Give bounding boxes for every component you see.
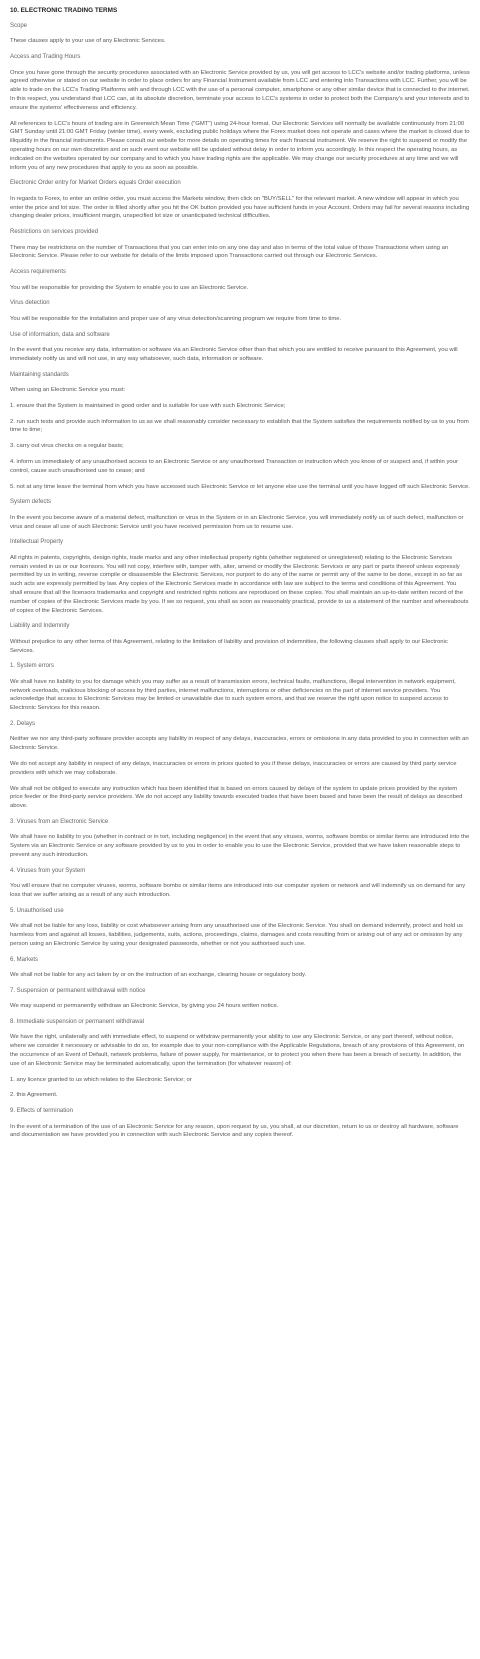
terms-body	[10, 22, 470, 1140]
paragraph: 3. carry out virus checks on a regular basis;	[10, 443, 124, 450]
paragraph: Without prejudice to any other terms of this Agreement, relating to the limitation of liability and provision of indemnities, the following clauses shall apply to our Electronic Services.	[10, 638, 448, 654]
paragraph: All rights in patents, copyrights, design rights, trade marks and any other intellectual property rights (whether registered or unregistered) relating to the Electronic Services remain vested in us or our licensors. You will not copy, interfere with, tamper with, alter, amend or modify the Electronic Services or any part or parts thereof unless expressly permitted by us in writing, reverse compile or disassemble the Electronic Services, nor purport to do any of the same or permit any of the same to be done, except in so far as such acts are expressly permitted by law. Any copies of the Electronic Services made in accordance with law are subject to the terms and conditions of this Agreement. You shall ensure that all the licensors trademarks and copyright and restricted rights notices are reproduced on these copies. You shall maintain an up-to-date written record of the number of copies of the Electronic Services made by you. If we so request, you shall as soon as reasonably practical, provide to us a statement of the number and whereabouts of copies of the Electronic Services.	[10, 554, 469, 614]
section-heading: Virus detection	[10, 300, 50, 307]
paragraph: We shall not be liable for any loss, liability or cost whatsoever arising from any unauthorised use of the Electronic Service. You shall on demand indemnify, protect and hold us harmless from and against all losses, liabilities, judgements, suits, actions, proceedings, claims, damages and costs resulting from or arising out of any act or omission by any person using an Electronic Service by using your designated passwords, whether or not you authorised such use.	[10, 923, 463, 947]
section-title: 10. ELECTRONIC TRADING TERMS	[10, 7, 118, 14]
paragraph: Once you have gone through the security procedures associated with an Electronic Service provided by us, you will get access to LCC's website and/or trading platforms, unless agreed otherwise or stated on our website in order to place orders for any Financial Instrument available from LCC and entering into Transactions with LCC. Further, you will be able to trade on the LCC's Trading Platforms with and through LCC with the use of a personal computer, smartphone or any other similar device that is connected to the internet. In this respect, you understand that LCC can, at its absolute discretion, terminate your access to LCC's systems in order to protect both the Company's and your interests and to ensure the systems' effectiveness and efficiency.	[10, 69, 470, 111]
paragraph: We shall not be obliged to execute any instruction which has been identified that is based on errors caused by delays of the system to update prices provided by the system price feeder or the third-party service providers. We do not accept any liability towards executed trades that have been based and have been the result of delays as described above.	[10, 785, 463, 810]
paragraph: There may be restrictions on the number of Transactions that you can enter into on any one day and also in terms of the total value of those Transactions when using an Electronic Service. Please refer to our website for details of the limits imposed upon Transactions carried out through our Electronic Services.	[10, 244, 449, 260]
paragraph: 4. inform us immediately of any unauthorised access to an Electronic Service or any unauthorised Transaction or instruction which you know of or suspect and, if within your control, cause such unauthorised use to cease; and	[10, 458, 458, 474]
paragraph: We do not accept any liability in respect of any delays, inaccuracies or errors in prices quoted to you if these delays, inaccuracies or errors are caused by third party service providers with which we may collaborate.	[10, 760, 457, 776]
section-heading: 1. System errors	[10, 663, 55, 670]
paragraph: 2. this Agreement.	[10, 1092, 58, 1099]
section-heading: 8. Immediate suspension or permanent withdrawal	[10, 1018, 145, 1025]
paragraph: We shall have no liability to you for damage which you may suffer as a result of transmission errors, technical faults, malfunctions, illegal intervention in network equipment, network overloads, malicious blocking of access by third parties, internet malfunctions, interruptions or other deficiencies on the part of internet service providers. You acknowledge that access to Electronic Services may be limited or unavailable due to such system errors, and that we reserve the right upon notice to suspend access to Electronic Services for this reason.	[10, 678, 456, 712]
section-heading: 9. Effects of termination	[10, 1108, 73, 1115]
paragraph: When using an Electronic Service you must:	[10, 386, 126, 393]
paragraph: 1. ensure that the System is maintained in good order and is suitable for use with such Electronic Service;	[10, 402, 286, 409]
section-heading: Scope	[10, 23, 28, 29]
paragraph: In the event you become aware of a material defect, malfunction or virus in the System or in an Electronic Service, you will immediately notify us of such defect, malfunction or virus and cease all use of such Electronic Service until you have received permission from us to resume use.	[10, 514, 464, 530]
paragraph: You will be responsible for providing the System to enable you to use an Electronic Service.	[10, 284, 249, 291]
section-heading: 4. Viruses from your System	[10, 867, 86, 874]
section-heading: System defects	[10, 499, 52, 506]
paragraph: In the event that you receive any data, information or software via an Electronic Service other than that which you are entitled to receive pursuant to this Agreement, you will immediately notify us and will not use, in any way whatsoever, such data, information or software.	[10, 346, 458, 362]
section-heading: 5. Unauthorised use	[10, 907, 64, 914]
paragraph: In regards to Forex, to enter an online order, you must access the Markets window, then click on "BUY/SELL" for the relevant market. A new window will appear in which you enter the price and lot size. The order is filled shortly after you hit the OK button provided you have sufficient funds in your Account. Orders may fail for several reasons including changing dealer prices, insufficient margin, unspecified lot size or unanticipated technical difficulties.	[10, 195, 470, 220]
paragraph: Neither we nor any third-party software provider accepts any liability in respect of any delays, inaccuracies, errors or omissions in any data provided to you in connection with an Electronic Service.	[10, 736, 469, 752]
paragraph: All references to LCC's hours of trading are in Greenwich Mean Time ("GMT") using 24-hour format. Our Electronic Services will normally be available continuously from 21:00 GMT Sunday until 21:00 GMT Friday (winter time), every week, excluding public holidays where the Forex market does not operate and cases where the market is closed due to illiquidity in the financial instruments. Please consult our website for more details on operating times for each financial instrument. We reserve the right to suspend or modify the operating hours on our own discretion and on such event our website will be updated without delay in order to inform you accordingly. In this respect the operating hours, as indicated on the websites operated by our company and to which you have trading rights are the applicable. We may change our security procedures at any time and we will inform you of any new procedures that apply to you as soon as possible.	[10, 120, 470, 171]
section-heading: 7. Suspension or permanent withdrawal with notice	[10, 987, 146, 994]
section-heading: Liability and Indemnity	[10, 623, 70, 630]
section-heading: 6. Markets	[10, 956, 39, 963]
section-heading: 2. Delays	[10, 720, 36, 727]
section-heading: 3. Viruses from an Electronic Service	[10, 818, 109, 825]
paragraph: We shall have no liability to you (whether in contract or in tort, including negligence) in the event that any viruses, worms, software bombs or similar items are introduced into the System via an Electronic Service or any software provided by us to you in order to enable you to use the Electronic Service, provided that we have taken reasonable steps to prevent any such introduction.	[10, 834, 470, 858]
paragraph: These clauses apply to your use of any Electronic Services.	[10, 38, 166, 45]
paragraph: In the event of a termination of the use of an Electronic Service for any reason, upon request by us, you shall, at our discretion, return to us or destroy all hardware, software and documentation we have provided you in connection with such Electronic Service and any copies thereof.	[10, 1123, 459, 1139]
section-heading: Intellectual Property	[10, 539, 64, 546]
section-heading: Restrictions on services provided	[10, 229, 99, 236]
paragraph: 5. not at any time leave the terminal from which you have accessed such Electronic Service or let anyone else use the terminal until you have logged off such Electronic Service.	[10, 483, 470, 490]
paragraph: We may suspend or permanently withdraw an Electronic Service, by giving you 24 hours written notice.	[10, 1003, 279, 1010]
paragraph: You will be responsible for the installation and proper use of any virus detection/scanning program we require from time to time.	[10, 315, 342, 322]
paragraph: 1. any licence granted to us which relates to the Electronic Service; or	[10, 1076, 192, 1083]
paragraph: We shall not be liable for any act taken by or on the instruction of an exchange, clearing house or regulatory body.	[10, 971, 307, 978]
section-heading: Access and Trading Hours	[10, 54, 81, 61]
section-heading: Access requirements	[10, 269, 67, 276]
paragraph: 2. run such tests and provide such information to us as we shall reasonably consider necessary to establish that the System satisfies the requirements notified by us to you from time to time;	[10, 418, 469, 434]
section-heading: Use of information, data and software	[10, 331, 110, 338]
paragraph: We have the right, unilaterally and with immediate effect, to suspend or withdraw permanently your ability to use any Electronic Service, or any part thereof, without notice, where we consider it necessary or advisable to do so, for example due to your non-compliance with the Applicable Regulations, breach of any provisions of this Agreement, on the occurrence of an Event of Default, network problems, failure of power supply, for maintenance, or to protect you when there has been a breach of security. In addition, the use of an Electronic Service may be terminated automatically, upon the termination (for whatever reason) of:	[10, 1034, 465, 1067]
section-heading: Maintaining standards	[10, 371, 69, 378]
paragraph: You will ensure that no computer viruses, worms, software bombs or similar items are introduced into our computer system or network and will indemnify us on demand for any loss that we suffer arising as a result of any such introduction.	[10, 883, 466, 898]
section-heading: Electronic Order entry for Market Orders equals Order execution	[10, 180, 181, 187]
